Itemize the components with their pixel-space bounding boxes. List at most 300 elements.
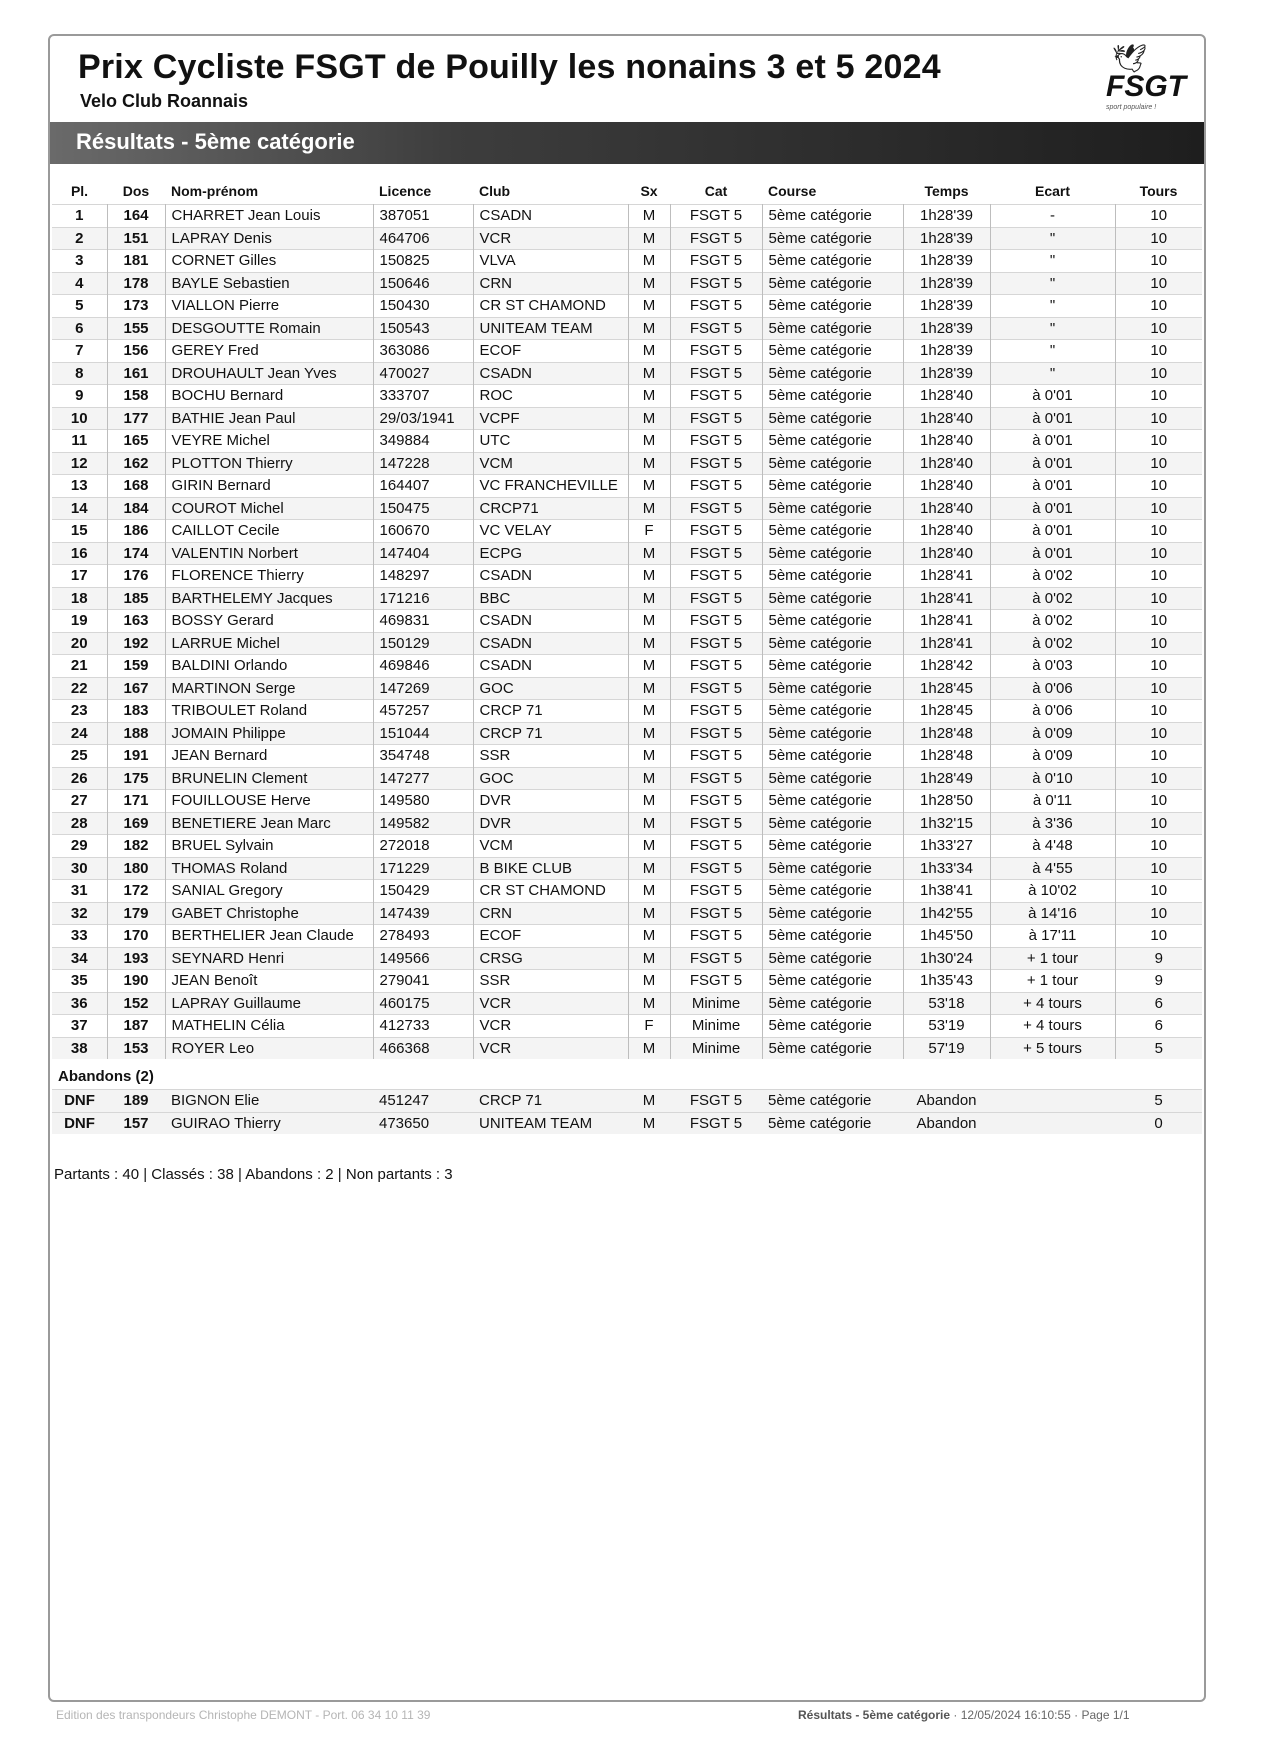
- table-cell: CRN: [473, 902, 628, 925]
- table-cell: 10: [1115, 655, 1202, 678]
- table-cell: M: [628, 362, 670, 385]
- table-cell: CSADN: [473, 565, 628, 588]
- table-row: [52, 902, 1202, 925]
- table-row: [52, 835, 1202, 858]
- table-cell: M: [628, 632, 670, 655]
- table-cell: 164: [107, 205, 165, 228]
- col-header: Pl.: [70, 183, 89, 199]
- table-cell: UTC: [473, 430, 628, 453]
- table-cell: + 4 tours: [990, 992, 1115, 1015]
- table-cell: M: [628, 475, 670, 498]
- table-cell: CRSG: [473, 947, 628, 970]
- col-header: Tours: [1139, 183, 1178, 199]
- table-cell: FSGT 5: [670, 632, 762, 655]
- table-cell: M: [628, 880, 670, 903]
- table-cell: 10: [1115, 407, 1202, 430]
- table-cell: 151044: [373, 722, 473, 745]
- table-cell: 1h28'42: [903, 655, 990, 678]
- table-cell: ": [990, 295, 1115, 318]
- table-cell: 150430: [373, 295, 473, 318]
- table-cell: 153: [107, 1037, 165, 1059]
- table-cell: CSADN: [473, 205, 628, 228]
- table-cell: 184: [107, 497, 165, 520]
- table-cell: 23: [52, 700, 107, 723]
- table-cell: FSGT 5: [670, 520, 762, 543]
- table-row: [52, 430, 1202, 453]
- table-cell: 20: [52, 632, 107, 655]
- table-cell: M: [628, 610, 670, 633]
- footer-page-info: [798, 1708, 1130, 1722]
- table-cell: VCR: [473, 992, 628, 1015]
- table-cell: 9: [52, 385, 107, 408]
- table-cell: 9: [1115, 947, 1202, 970]
- col-header: Temps: [924, 183, 969, 199]
- table-cell: M: [628, 1090, 670, 1113]
- table-cell: 147277: [373, 767, 473, 790]
- table-cell: M: [628, 430, 670, 453]
- footer-label: Résultats - 5ème catégorie: [798, 1708, 951, 1722]
- table-cell: 33: [52, 925, 107, 948]
- table-cell: 1h33'27: [903, 835, 990, 858]
- table-cell: 10: [1115, 857, 1202, 880]
- table-cell: FSGT 5: [670, 767, 762, 790]
- table-cell: 150429: [373, 880, 473, 903]
- table-cell: 152: [107, 992, 165, 1015]
- table-cell: 160670: [373, 520, 473, 543]
- table-cell: VCR: [473, 1015, 628, 1038]
- table-cell: M: [628, 587, 670, 610]
- table-cell: CSADN: [473, 632, 628, 655]
- table-cell: FSGT 5: [670, 362, 762, 385]
- table-cell: 21: [52, 655, 107, 678]
- table-cell: M: [628, 857, 670, 880]
- table-row: [52, 700, 1202, 723]
- table-cell: 1h28'50: [903, 790, 990, 813]
- table-cell: 148297: [373, 565, 473, 588]
- table-cell: FSGT 5: [670, 452, 762, 475]
- table-cell: 15: [52, 520, 107, 543]
- col-header: Course: [768, 183, 817, 199]
- table-cell: SSR: [473, 745, 628, 768]
- table-cell: à 0'02: [990, 610, 1115, 633]
- table-row: [52, 1037, 1202, 1059]
- table-cell: M: [628, 497, 670, 520]
- table-cell: 149580: [373, 790, 473, 813]
- table-cell: 6: [1115, 992, 1202, 1015]
- table-cell: 183: [107, 700, 165, 723]
- col-header: Sx: [640, 183, 658, 199]
- table-cell: à 0'03: [990, 655, 1115, 678]
- table-cell: M: [628, 790, 670, 813]
- table-cell: 168: [107, 475, 165, 498]
- table-cell: FSGT 5: [670, 902, 762, 925]
- table-cell: 192: [107, 632, 165, 655]
- table-cell: BIGNON Elie: [165, 1090, 373, 1113]
- table-header: [52, 178, 1202, 205]
- table-cell: 473650: [373, 1112, 473, 1134]
- table-cell: 5ème catégorie: [762, 947, 903, 970]
- table-cell: 174: [107, 542, 165, 565]
- table-row: [52, 677, 1202, 700]
- table-cell: 5ème catégorie: [762, 1037, 903, 1059]
- table-cell: 1h38'41: [903, 880, 990, 903]
- table-cell: ": [990, 227, 1115, 250]
- table-cell: GABET Christophe: [165, 902, 373, 925]
- table-row: [52, 542, 1202, 565]
- table-cell: [990, 1112, 1115, 1134]
- table-cell: LARRUE Michel: [165, 632, 373, 655]
- table-cell: 457257: [373, 700, 473, 723]
- table-cell: M: [628, 767, 670, 790]
- table-cell: 10: [1115, 677, 1202, 700]
- results-banner: [50, 122, 1204, 164]
- table-cell: FSGT 5: [670, 610, 762, 633]
- table-row: [52, 722, 1202, 745]
- table-cell: 19: [52, 610, 107, 633]
- table-cell: FSGT 5: [670, 295, 762, 318]
- table-cell: 5ème catégorie: [762, 272, 903, 295]
- table-cell: 149566: [373, 947, 473, 970]
- table-cell: 1h35'43: [903, 970, 990, 993]
- table-cell: à 0'01: [990, 497, 1115, 520]
- table-cell: F: [628, 520, 670, 543]
- table-cell: 10: [1115, 812, 1202, 835]
- table-cell: VLVA: [473, 250, 628, 273]
- table-cell: FSGT 5: [670, 385, 762, 408]
- table-cell: M: [628, 970, 670, 993]
- table-row: [52, 632, 1202, 655]
- table-cell: FSGT 5: [670, 700, 762, 723]
- table-cell: ": [990, 362, 1115, 385]
- table-cell: 175: [107, 767, 165, 790]
- table-cell: 5ème catégorie: [762, 722, 903, 745]
- table-row: [52, 992, 1202, 1015]
- table-row: [52, 475, 1202, 498]
- table-cell: 5: [52, 295, 107, 318]
- table-row: [52, 340, 1202, 363]
- table-cell: [990, 1090, 1115, 1113]
- table-cell: à 3'36: [990, 812, 1115, 835]
- footer-timing-credit: Edition des transpondeurs Christophe DEMONT - Port. 06 34 10 11 39: [56, 1708, 431, 1722]
- table-cell: 5ème catégorie: [762, 700, 903, 723]
- table-cell: FSGT 5: [670, 1090, 762, 1113]
- table-cell: 5: [1115, 1037, 1202, 1059]
- table-cell: 4: [52, 272, 107, 295]
- table-cell: 5ème catégorie: [762, 767, 903, 790]
- table-cell: FSGT 5: [670, 880, 762, 903]
- table-row: [52, 295, 1202, 318]
- table-cell: 38: [52, 1037, 107, 1059]
- table-cell: F: [628, 1015, 670, 1038]
- table-cell: M: [628, 947, 670, 970]
- table-cell: 5ème catégorie: [762, 227, 903, 250]
- table-cell: FSGT 5: [670, 812, 762, 835]
- table-cell: 11: [52, 430, 107, 453]
- table-cell: 35: [52, 970, 107, 993]
- table-cell: M: [628, 700, 670, 723]
- table-cell: 7: [52, 340, 107, 363]
- table-cell: 1h28'45: [903, 677, 990, 700]
- table-cell: 10: [1115, 835, 1202, 858]
- table-cell: 5ème catégorie: [762, 902, 903, 925]
- table-cell: 24: [52, 722, 107, 745]
- table-cell: SANIAL Gregory: [165, 880, 373, 903]
- table-cell: FSGT 5: [670, 227, 762, 250]
- table-row: [52, 452, 1202, 475]
- table-cell: 10: [1115, 362, 1202, 385]
- table-cell: 170: [107, 925, 165, 948]
- table-cell: 161: [107, 362, 165, 385]
- table-cell: M: [628, 407, 670, 430]
- table-cell: 469846: [373, 655, 473, 678]
- table-cell: BERTHELIER Jean Claude: [165, 925, 373, 948]
- table-cell: DESGOUTTE Romain: [165, 317, 373, 340]
- table-cell: 1h42'55: [903, 902, 990, 925]
- table-cell: 27: [52, 790, 107, 813]
- table-cell: 25: [52, 745, 107, 768]
- table-cell: 172: [107, 880, 165, 903]
- table-cell: 189: [107, 1090, 165, 1113]
- table-cell: 1h28'39: [903, 272, 990, 295]
- table-cell: Abandon: [903, 1090, 990, 1113]
- table-cell: VCR: [473, 1037, 628, 1059]
- table-cell: FSGT 5: [670, 722, 762, 745]
- table-cell: SSR: [473, 970, 628, 993]
- table-cell: 159: [107, 655, 165, 678]
- table-cell: 5ème catégorie: [762, 677, 903, 700]
- abandon-row: [52, 1112, 1202, 1134]
- table-cell: à 0'01: [990, 475, 1115, 498]
- table-cell: JOMAIN Philippe: [165, 722, 373, 745]
- table-cell: FSGT 5: [670, 925, 762, 948]
- table-cell: 10: [1115, 227, 1202, 250]
- table-cell: 1h28'40: [903, 452, 990, 475]
- table-row: [52, 565, 1202, 588]
- table-cell: THOMAS Roland: [165, 857, 373, 880]
- table-cell: 272018: [373, 835, 473, 858]
- table-cell: VIALLON Pierre: [165, 295, 373, 318]
- table-cell: ROC: [473, 385, 628, 408]
- table-cell: à 0'01: [990, 520, 1115, 543]
- table-cell: 5ème catégorie: [762, 362, 903, 385]
- table-cell: à 0'10: [990, 767, 1115, 790]
- table-cell: M: [628, 250, 670, 273]
- table-cell: ROYER Leo: [165, 1037, 373, 1059]
- table-cell: 5ème catégorie: [762, 250, 903, 273]
- table-cell: 10: [1115, 497, 1202, 520]
- table-cell: 173: [107, 295, 165, 318]
- table-cell: GOC: [473, 767, 628, 790]
- table-cell: à 10'02: [990, 880, 1115, 903]
- table-cell: 5ème catégorie: [762, 857, 903, 880]
- table-cell: 22: [52, 677, 107, 700]
- table-cell: FSGT 5: [670, 970, 762, 993]
- table-cell: 36: [52, 992, 107, 1015]
- table-cell: 10: [1115, 475, 1202, 498]
- table-row: [52, 767, 1202, 790]
- table-cell: 412733: [373, 1015, 473, 1038]
- table-cell: 18: [52, 587, 107, 610]
- table-cell: 176: [107, 565, 165, 588]
- table-cell: M: [628, 902, 670, 925]
- table-cell: 5ème catégorie: [762, 880, 903, 903]
- table-cell: 9: [1115, 970, 1202, 993]
- table-cell: 169: [107, 812, 165, 835]
- table-row: [52, 925, 1202, 948]
- table-cell: 1: [52, 205, 107, 228]
- table-cell: 178: [107, 272, 165, 295]
- table-cell: FSGT 5: [670, 272, 762, 295]
- table-cell: 185: [107, 587, 165, 610]
- table-cell: 0: [1115, 1112, 1202, 1134]
- table-cell: FSGT 5: [670, 497, 762, 520]
- table-cell: M: [628, 992, 670, 1015]
- table-cell: à 0'06: [990, 677, 1115, 700]
- table-cell: M: [628, 677, 670, 700]
- table-cell: BARTHELEMY Jacques: [165, 587, 373, 610]
- table-cell: CRCP 71: [473, 722, 628, 745]
- logo-text: FSGT: [1106, 70, 1186, 103]
- table-cell: 10: [1115, 452, 1202, 475]
- logo-tagline: sport populaire !: [1106, 104, 1157, 111]
- table-cell: 1h28'39: [903, 362, 990, 385]
- page-title: Prix Cycliste FSGT de Pouilly les nonains 3 et 5 2024: [78, 48, 941, 86]
- table-row: [52, 1015, 1202, 1038]
- table-row: [52, 250, 1202, 273]
- table-cell: FSGT 5: [670, 790, 762, 813]
- table-cell: TRIBOULET Roland: [165, 700, 373, 723]
- table-cell: à 0'09: [990, 745, 1115, 768]
- table-cell: 1h28'49: [903, 767, 990, 790]
- table-cell: 157: [107, 1112, 165, 1134]
- table-row: [52, 227, 1202, 250]
- table-cell: DVR: [473, 790, 628, 813]
- table-cell: 10: [1115, 767, 1202, 790]
- table-cell: 53'18: [903, 992, 990, 1015]
- table-cell: 10: [1115, 317, 1202, 340]
- table-row: [52, 970, 1202, 993]
- table-cell: CRCP 71: [473, 1090, 628, 1113]
- table-row: [52, 857, 1202, 880]
- col-header: Ecart: [1034, 183, 1071, 199]
- table-cell: 10: [1115, 272, 1202, 295]
- table-cell: VCM: [473, 835, 628, 858]
- table-cell: 10: [1115, 745, 1202, 768]
- table-cell: CORNET Gilles: [165, 250, 373, 273]
- table-cell: FSGT 5: [670, 430, 762, 453]
- table-cell: 5ème catégorie: [762, 317, 903, 340]
- table-cell: à 0'01: [990, 385, 1115, 408]
- table-cell: 5ème catégorie: [762, 812, 903, 835]
- table-cell: VCPF: [473, 407, 628, 430]
- table-cell: 1h28'39: [903, 250, 990, 273]
- table-cell: BRUNELIN Clement: [165, 767, 373, 790]
- table-row: [52, 407, 1202, 430]
- table-cell: ": [990, 340, 1115, 363]
- table-cell: 1h28'39: [903, 317, 990, 340]
- table-cell: 354748: [373, 745, 473, 768]
- table-cell: VC VELAY: [473, 520, 628, 543]
- table-row: [52, 790, 1202, 813]
- table-cell: BALDINI Orlando: [165, 655, 373, 678]
- results-table: [52, 178, 1202, 1134]
- table-cell: 469831: [373, 610, 473, 633]
- table-cell: M: [628, 1112, 670, 1134]
- organizer-name: Velo Club Roannais: [80, 91, 249, 111]
- table-cell: FSGT 5: [670, 250, 762, 273]
- table-cell: 1h28'40: [903, 430, 990, 453]
- table-cell: 1h30'24: [903, 947, 990, 970]
- banner-title: Résultats - 5ème catégorie: [76, 129, 355, 154]
- abandons-section-header: [52, 1059, 1202, 1090]
- table-cell: 187: [107, 1015, 165, 1038]
- table-cell: 1h28'48: [903, 745, 990, 768]
- table-cell: 1h28'39: [903, 340, 990, 363]
- table-cell: à 0'01: [990, 407, 1115, 430]
- table-cell: 10: [1115, 385, 1202, 408]
- table-cell: à 0'11: [990, 790, 1115, 813]
- table-cell: 1h28'41: [903, 565, 990, 588]
- table-cell: 171: [107, 790, 165, 813]
- table-row: [52, 745, 1202, 768]
- table-cell: GOC: [473, 677, 628, 700]
- table-cell: + 4 tours: [990, 1015, 1115, 1038]
- table-cell: 5ème catégorie: [762, 835, 903, 858]
- table-cell: à 4'48: [990, 835, 1115, 858]
- table-cell: 150825: [373, 250, 473, 273]
- table-cell: 10: [1115, 295, 1202, 318]
- table-cell: FSGT 5: [670, 407, 762, 430]
- table-cell: 150475: [373, 497, 473, 520]
- table-cell: M: [628, 1037, 670, 1059]
- results-body: [52, 205, 1202, 1135]
- table-cell: 10: [1115, 610, 1202, 633]
- abandon-row: [52, 1090, 1202, 1113]
- table-cell: 5ème catégorie: [762, 407, 903, 430]
- table-cell: BRUEL Sylvain: [165, 835, 373, 858]
- table-cell: 387051: [373, 205, 473, 228]
- table-cell: 171216: [373, 587, 473, 610]
- table-cell: 5ème catégorie: [762, 992, 903, 1015]
- table-cell: 363086: [373, 340, 473, 363]
- table-cell: 31: [52, 880, 107, 903]
- table-cell: M: [628, 295, 670, 318]
- table-cell: DNF: [52, 1090, 107, 1113]
- table-cell: JEAN Bernard: [165, 745, 373, 768]
- table-cell: 1h28'40: [903, 497, 990, 520]
- table-cell: VCR: [473, 227, 628, 250]
- table-cell: M: [628, 317, 670, 340]
- table-cell: 1h28'40: [903, 475, 990, 498]
- table-cell: à 0'02: [990, 632, 1115, 655]
- table-cell: 5: [1115, 1090, 1202, 1113]
- race-summary: Partants : 40 | Classés : 38 | Abandons : 2 | Non partants : 3: [54, 1166, 453, 1183]
- table-cell: 5ème catégorie: [762, 565, 903, 588]
- table-cell: 191: [107, 745, 165, 768]
- table-cell: 466368: [373, 1037, 473, 1059]
- table-cell: Minime: [670, 1037, 762, 1059]
- table-cell: 156: [107, 340, 165, 363]
- table-cell: 5ème catégorie: [762, 385, 903, 408]
- table-cell: 1h28'40: [903, 385, 990, 408]
- table-cell: CRCP 71: [473, 700, 628, 723]
- table-cell: M: [628, 655, 670, 678]
- table-cell: 1h28'39: [903, 205, 990, 228]
- table-cell: 29/03/1941: [373, 407, 473, 430]
- table-cell: 10: [1115, 925, 1202, 948]
- table-row: [52, 385, 1202, 408]
- table-cell: 10: [1115, 542, 1202, 565]
